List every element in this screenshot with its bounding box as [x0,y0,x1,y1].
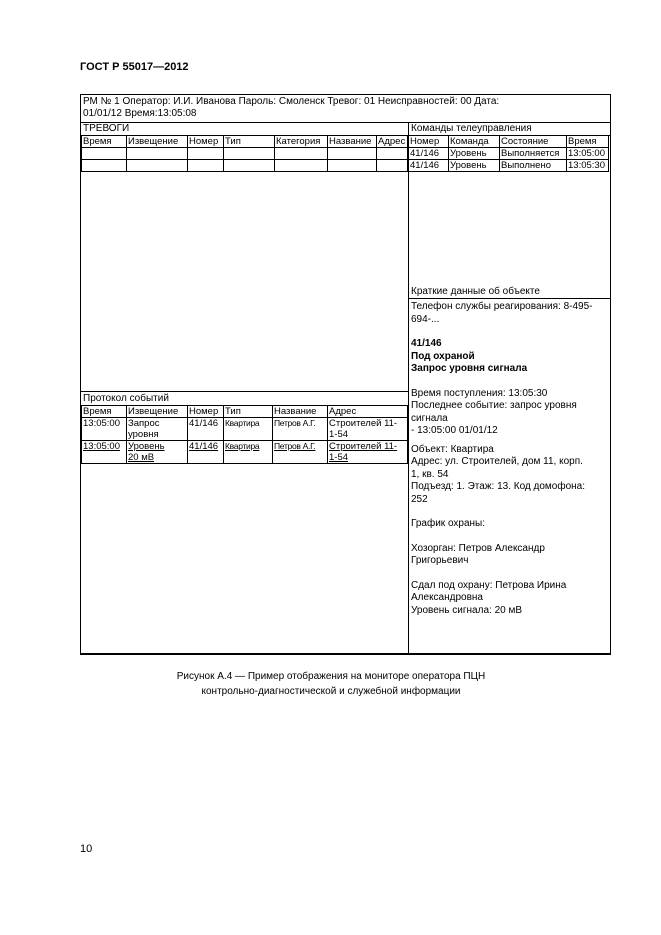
object-phone-2: 694-... [411,313,440,325]
protocol-notice: Уровень 20 мВ [127,441,188,464]
command-name: Уровень [449,160,500,172]
commands-title: Команды телеуправления [409,123,610,136]
alarms-empty-row[interactable] [82,160,408,172]
object-last-3: - 13:05:00 01/01/12 [411,425,498,436]
object-address-1: Адрес: ул. Строителей, дом 11, корп. [411,456,583,467]
caption-line-1: Рисунок А.4 — Пример отображения на мониторе оператора ПЦН [176,671,486,682]
object-address-2: 1, кв. 54 [411,468,449,480]
commands-col-state[interactable]: Состояние [500,136,567,148]
object-entrance-2: 252 [411,493,428,505]
protocol-col-name[interactable]: Название [273,406,328,418]
alarms-title: ТРЕВОГИ [81,123,408,136]
protocol-number: 41/146 [188,418,224,441]
caption-line-2: контрольно-диагностической и служебной информации [201,686,461,697]
protocol-address: Строителей 11- 1-54 [328,441,408,464]
object-phone-1: Телефон службы реагирования: 8-495- [411,301,593,312]
object-owner-2: Григорьевич [411,555,469,566]
protocol-col-address[interactable]: Адрес [328,406,408,418]
alarms-col-type[interactable]: Тип [224,136,275,148]
status-line-2: 01/01/12 Время:13:05:08 [83,108,197,119]
left-pane [81,123,409,654]
protocol-time: 13:05:00 [82,418,127,441]
protocol-row[interactable] [82,441,408,464]
alarms-header-row [82,136,408,148]
status-line-1: РМ № 1 Оператор: И.И. Иванова Пароль: Смоленск Тревог: 01 Неисправностей: 00 Дата: [83,96,500,107]
commands-row[interactable] [409,160,609,172]
command-time: 13:05:30 [567,160,609,172]
status-bar [81,95,610,123]
commands-row[interactable] [409,148,609,160]
command-time: 13:05:00 [567,148,609,160]
right-pane [409,123,610,654]
protocol-time: 13:05:00 [82,441,127,464]
alarms-col-number[interactable]: Номер [188,136,224,148]
alarms-col-time[interactable]: Время [82,136,127,148]
protocol-notice: Запрос уровня [127,418,188,441]
document-title: ГОСТ Р 55017—2012 [80,61,189,73]
object-owner-1: Хозорган: Петров Александр [411,542,545,554]
protocol-col-type[interactable]: Тип [224,406,273,418]
protocol-header-row [82,406,408,418]
operator-screen [80,94,611,655]
protocol-name: Петров А.Г. [273,441,328,464]
figure-caption [80,669,582,699]
object-title: Краткие данные об объекте [409,285,610,299]
alarms-col-name[interactable]: Название [328,136,377,148]
alarms-col-address[interactable]: Адрес [377,136,408,148]
object-status: Под охраной [411,350,475,362]
commands-col-time[interactable]: Время [567,136,609,148]
protocol-type: Квартира [224,441,273,464]
object-id: 41/146 [411,338,442,349]
alarms-table [81,135,408,172]
protocol-col-number[interactable]: Номер [188,406,224,418]
object-last-2: сигнала [411,412,448,424]
commands-table [408,135,609,172]
alarms-col-category[interactable]: Категория [275,136,328,148]
object-request: Запрос уровня сигнала [411,363,528,374]
command-number: 41/146 [409,148,449,160]
object-last-1: Последнее событие: запрос уровня [411,400,577,411]
protocol-title: Протокол событий [83,393,169,404]
object-handed-2: Александровна [411,592,483,603]
protocol-panel [81,391,408,655]
commands-panel [409,123,610,299]
object-info [409,301,610,617]
alarms-col-notice[interactable]: Извещение [127,136,188,148]
command-state: Выполняется [500,148,567,160]
object-signal: Уровень сигнала: 20 мВ [411,604,523,616]
object-handed-1: Сдал под охрану: Петрова Ирина [411,579,567,591]
object-entrance-1: Подъезд: 1. Этаж: 13. Код домофона: [411,481,586,492]
protocol-table [81,405,408,464]
protocol-col-notice[interactable]: Извещение [127,406,188,418]
commands-col-number[interactable]: Номер [409,136,449,148]
alarms-empty-row[interactable] [82,148,408,160]
command-name: Уровень [449,148,500,160]
command-state: Выполнено [500,160,567,172]
protocol-name: Петров А.Г. [273,418,328,441]
command-number: 41/146 [409,160,449,172]
alarms-panel [81,123,408,391]
object-schedule: График охраны: [411,518,486,529]
protocol-col-time[interactable]: Время [82,406,127,418]
page-number: 10 [80,843,93,855]
commands-col-command[interactable]: Команда [449,136,500,148]
object-type: Объект: Квартира [411,443,494,455]
protocol-number: 41/146 [188,441,224,464]
commands-header-row [409,136,609,148]
protocol-type: Квартира [224,418,273,441]
object-received: Время поступления: 13:05:30 [411,387,548,399]
protocol-address: Строителей 11- 1-54 [328,418,408,441]
protocol-row[interactable] [82,418,408,441]
